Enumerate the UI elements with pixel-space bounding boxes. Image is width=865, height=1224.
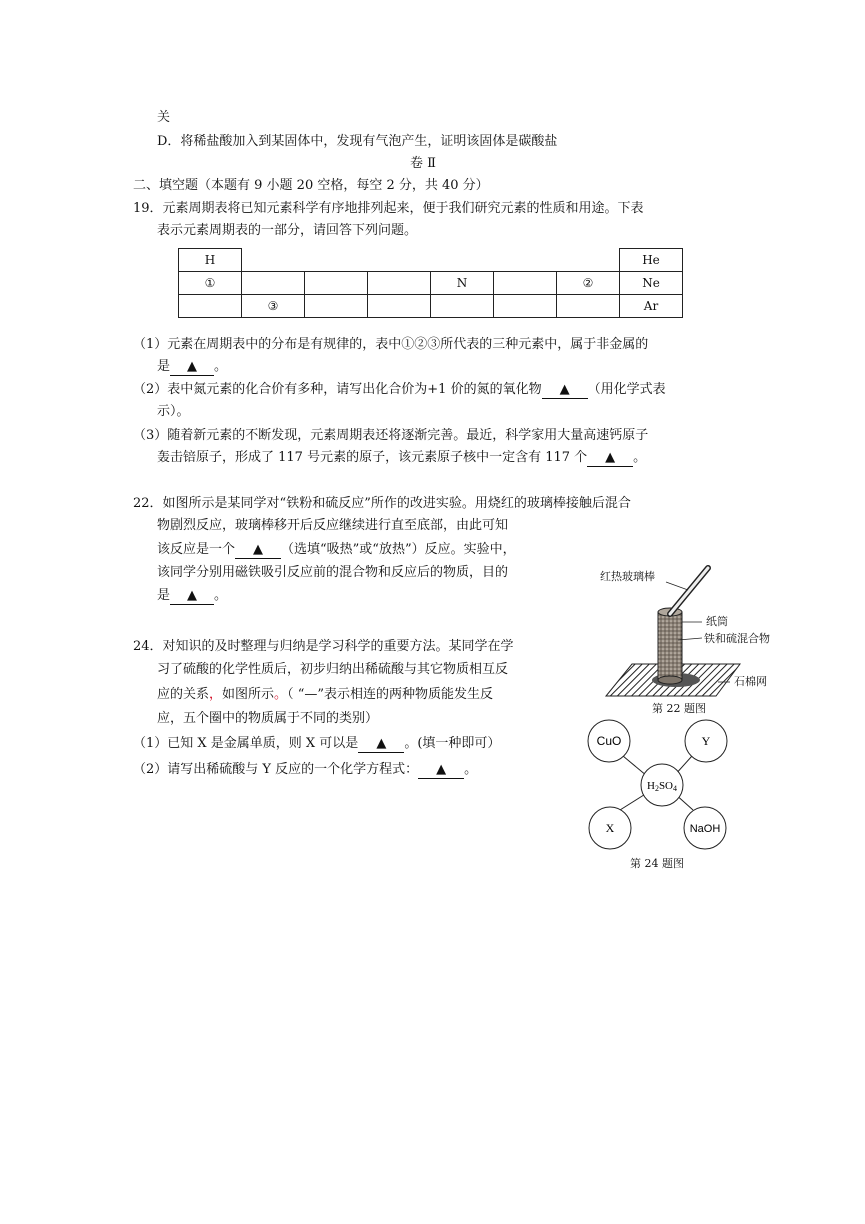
table-cell (242, 249, 620, 272)
table-cell: Ar (620, 295, 683, 318)
table-row (179, 272, 683, 295)
table-cell: ② (557, 272, 620, 295)
answer-blank[interactable]: ▲ (587, 450, 633, 467)
table-cell: H (179, 249, 242, 272)
option-d: D．将稀盐酸加入到某固体中，发现有气泡产生，证明该固体是碳酸盐 (157, 134, 558, 149)
answer-blank[interactable]: ▲ (358, 736, 404, 753)
q19-part3-line2 (157, 449, 646, 467)
answer-blank[interactable]: ▲ (170, 588, 214, 605)
q22-line3-prefix: 该反应是一个 (157, 542, 236, 557)
label-cuo: CuO (596, 734, 622, 748)
q19-part2-line2: 示）。 (157, 404, 190, 419)
q19-part1-line1: （1）元素在周期表中的分布是有规律的，表中①②③所代表的三种元素中，属于非金属的 (133, 337, 649, 352)
section-header: 二、填空题（本题有 9 小题 20 空格，每空 2 分，共 40 分） (133, 178, 489, 193)
q19-part3-text: 轰击锫原子，形成了 117 号元素的原子，该元素原子核中一定含有 117 个 (157, 450, 588, 465)
answer-blank[interactable]: ▲ (418, 762, 464, 779)
label-h2so4-sub2: 2 (654, 784, 659, 793)
answer-blank[interactable]: ▲ (542, 382, 588, 399)
q24-line4: 应，五个圈中的物质属于不同的类别） (157, 711, 379, 726)
leader-rod (666, 582, 688, 590)
table-row (179, 249, 683, 272)
q19-part2-text-after: （用化学式表 (587, 382, 666, 397)
table-cell: ③ (242, 295, 305, 318)
glass-rod-highlight (670, 568, 708, 614)
table-cell (368, 295, 431, 318)
table-cell: He (620, 249, 683, 272)
table-cell: N (431, 272, 494, 295)
q24-part2-end: 。 (464, 762, 478, 777)
table-cell (305, 295, 368, 318)
q22-line5-end: 。 (214, 588, 228, 603)
q24-part2 (133, 761, 477, 779)
answer-blank[interactable]: ▲ (235, 542, 281, 559)
q22-line5-prefix: 是 (157, 588, 171, 603)
q19-part3-end: 。 (633, 450, 647, 465)
table-cell (179, 295, 242, 318)
q24-part1-suffix: 。(填一种即可） (404, 736, 501, 751)
label-asbestos-net: 石棉网 (734, 675, 767, 688)
q24-line3-a: 应的关系 (157, 687, 210, 702)
q19-part1-line2 (157, 358, 227, 376)
table-cell: ① (179, 272, 242, 295)
q24-line3 (157, 686, 493, 704)
table-cell: Ne (620, 272, 683, 295)
link-x (620, 793, 647, 810)
q24-red-period: 。 (274, 687, 288, 702)
text-line-guan: 关 (157, 110, 171, 125)
periodic-table (178, 248, 683, 318)
q19-stem-line1: 19．元素周期表将已知元素科学有序地排列起来，便于我们研究元素的性质和用途。下表 (133, 201, 644, 216)
q19-stem-line2: 表示元素周期表的一部分，请回答下列问题。 (157, 223, 418, 238)
table-cell (305, 272, 368, 295)
table-cell (431, 295, 494, 318)
figure24-caption: 第 24 题图 (630, 857, 684, 870)
q22-line3 (157, 541, 516, 559)
label-h2so4-sub4: 4 (673, 784, 678, 793)
q19-part1-prefix: 是 (157, 359, 171, 374)
q24-line3-c: （ “—”表示相连的两种物质能发生反 (287, 687, 493, 702)
table-cell (368, 272, 431, 295)
q24-part1 (133, 735, 500, 753)
answer-blank[interactable]: ▲ (170, 359, 214, 376)
q19-part1-end: 。 (214, 359, 228, 374)
q22-line2: 物剧烈反应，玻璃棒移开后反应继续进行直至底部，由此可知 (157, 518, 509, 533)
q22-line1: 22．如图所示是某同学对“铁粉和硫反应”所作的改进实验。用烧红的玻璃棒接触后混合 (133, 496, 631, 511)
q24-line1: 24．对知识的及时整理与归纳是学习科学的重要方法。某同学在学 (133, 639, 514, 654)
label-x: X (605, 821, 615, 835)
table-cell (494, 295, 557, 318)
q24-red-comma: ， (209, 687, 223, 702)
table-cell (557, 295, 620, 318)
q19-part2-text: （2）表中氮元素的化合价有多种，请写出化合价为+1 价的氮的氧化物 (133, 382, 542, 397)
label-mixture: 铁和硫混合物 (704, 632, 770, 645)
label-glass-rod: 红热玻璃棒 (600, 570, 655, 583)
label-h2so4-so: SO (658, 780, 674, 792)
label-naoh: NaOH (689, 823, 721, 835)
volume-title: 卷 Ⅱ (410, 156, 436, 171)
q22-line4: 该同学分别用磁铁吸引反应前的混合物和反应后的物质，目的 (157, 565, 509, 580)
table-row (179, 295, 683, 318)
paper-tube (658, 612, 682, 680)
link-cuo (623, 756, 647, 776)
q22-line3-suffix: （选填“吸热”或“放热”）反应。实验中， (281, 542, 516, 557)
q19-part2-line1 (133, 381, 666, 399)
q24-line2: 习了硫酸的化学性质后，初步归纳出稀硫酸与其它物质相互反 (157, 662, 509, 677)
q24-part2-text: （2）请写出稀硫酸与 Y 反应的一个化学方程式： (133, 762, 419, 777)
q24-part1-text: （1）已知 X 是金属单质，则 X 可以是 (133, 736, 359, 751)
q19-part3-line1: （3）随着新元素的不断发现，元素周期表还将逐渐完善。最近，科学家用大量高速钙原子 (133, 428, 649, 443)
tube-bottom (658, 676, 682, 684)
label-h2so4-h: H (646, 780, 655, 792)
label-h2so4 (647, 780, 677, 793)
q22-line5 (157, 587, 227, 605)
table-cell (494, 272, 557, 295)
reaction-diagram (585, 715, 735, 855)
table-cell (242, 272, 305, 295)
figure22-caption: 第 22 题图 (652, 702, 706, 715)
label-paper-tube: 纸筒 (706, 615, 728, 628)
label-y: Y (701, 734, 711, 748)
q24-line3-b: 如图所示 (222, 687, 275, 702)
